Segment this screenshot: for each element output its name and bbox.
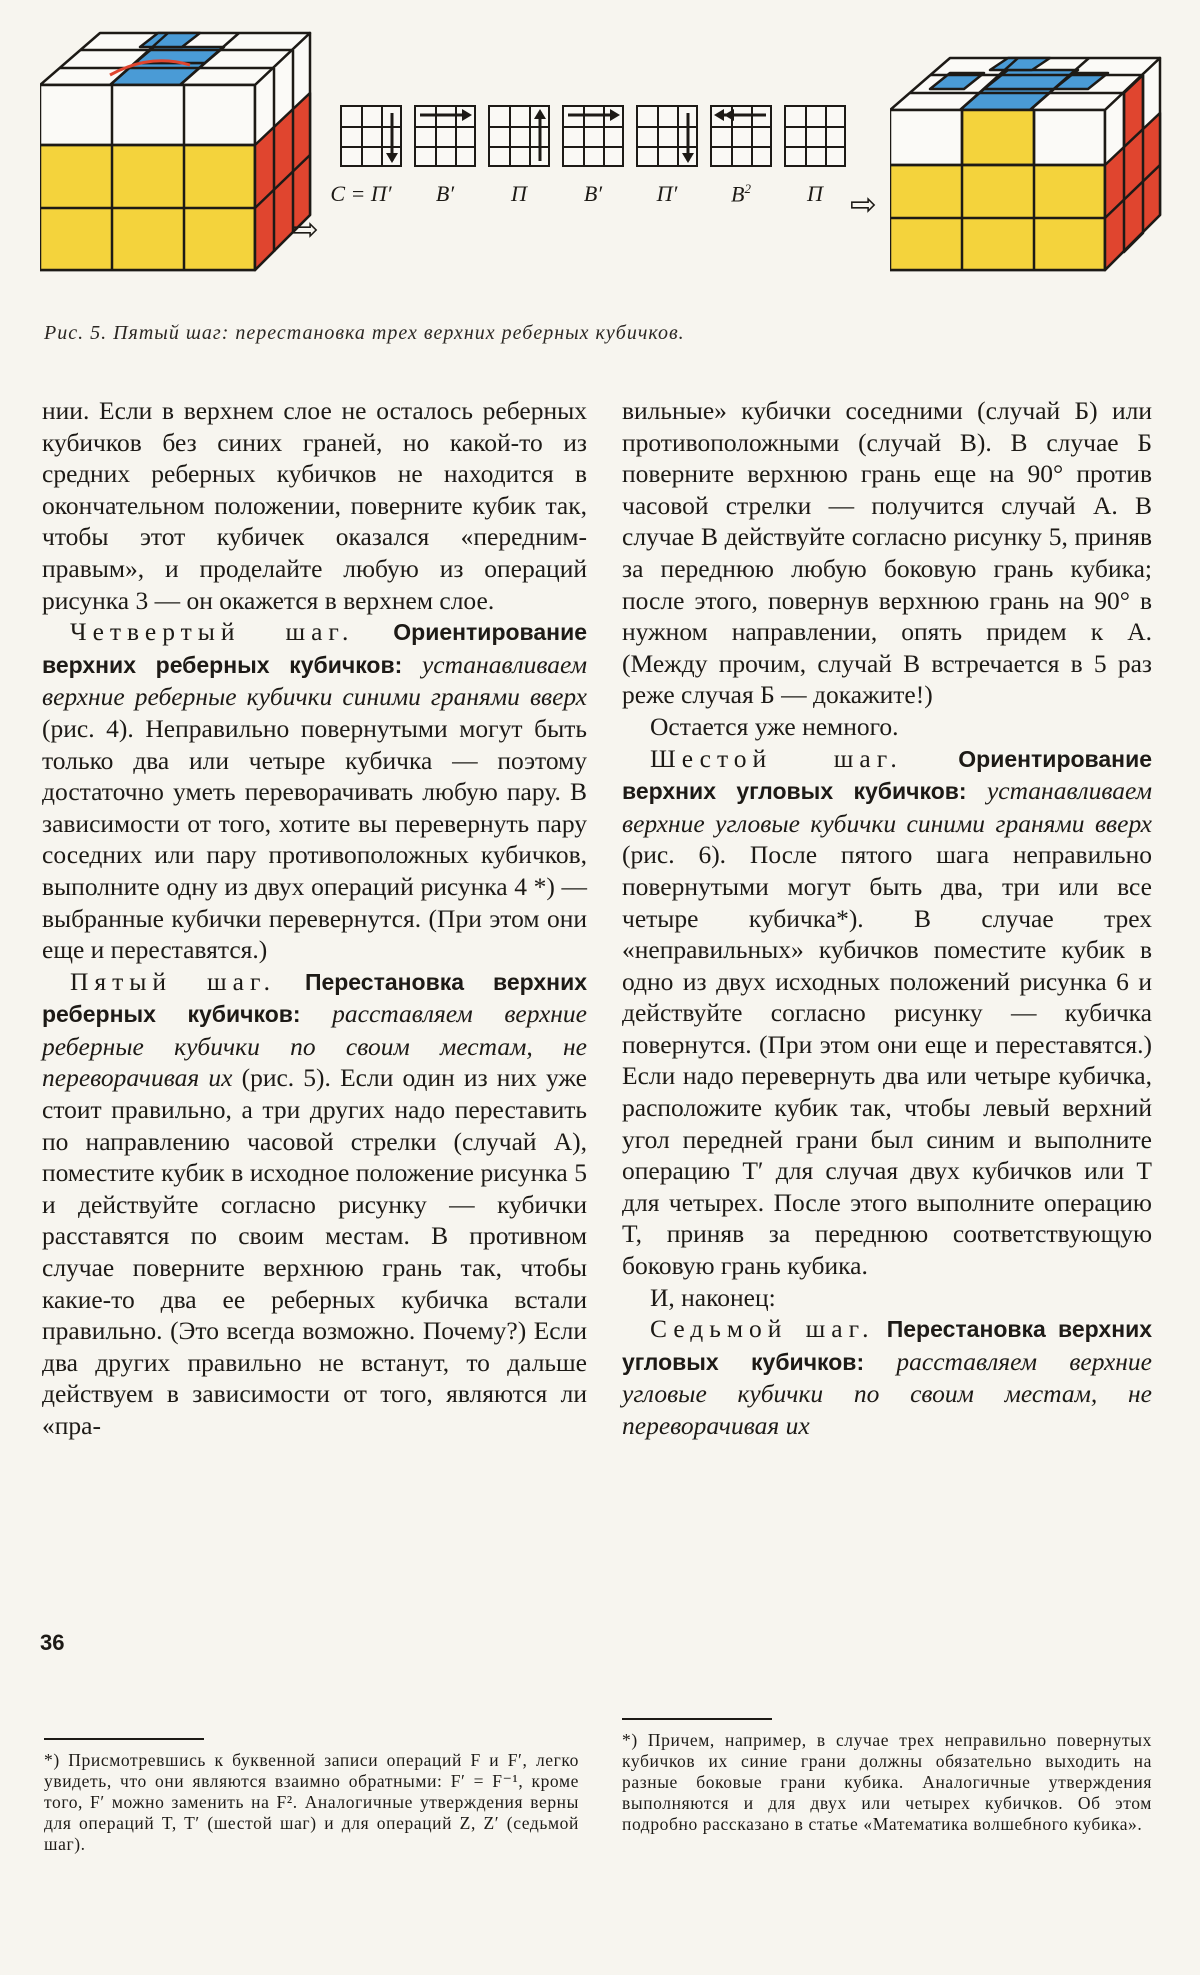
move-label-6-base: В — [731, 181, 745, 207]
step5-label: Пятый шаг. — [70, 966, 276, 996]
footnote-left: *) Присмотревшись к буквенной записи операций F и F′, легко увидеть, что они являются взаимно обратными: F′ = F⁻¹, кроме того, F′ можно заменить на F². Аналогичные утверждения верны для операций T, T′ (шестой шаг) и для операций Z, Z′ (седьмой шаг). — [44, 1750, 579, 1854]
step4-goal: устанавливаем верхние реберные кубички синими гранями вверх — [42, 649, 587, 712]
move-label-6 — [710, 181, 772, 207]
step4-title: Ориентирование верхних реберных кубичков: — [42, 619, 587, 678]
step4-label: Четвертый шаг. — [70, 617, 355, 647]
move-label-6-sup: 2 — [744, 181, 751, 196]
page-number: 36 — [40, 1630, 65, 1655]
cube-initial-state — [40, 25, 330, 275]
step7-title: Перестановка верхних угловых кубичков: — [622, 1316, 1153, 1375]
move-grid-4 — [562, 105, 624, 167]
figure-caption: Рис. 5. Пятый шаг: перестановка трех верхних реберных кубичков. — [44, 322, 685, 344]
left-paragraph-1: нии. Если в верхнем слое не осталось реберных кубичков без синих граней, но какой-то из средних реберных кубичков не находится в окончательном положении, поверните кубик так, чтобы этот кубичек оказался «передним-правым», и проделайте любую из операций рисунка 3 — он окажется в верхнем слое. — [42, 396, 587, 615]
move-label-7: П — [807, 181, 823, 206]
step6-title: Ориентирование верхних угловых кубичков: — [622, 745, 1152, 805]
left-column — [42, 395, 587, 1442]
left-paragraph-step4 — [42, 616, 587, 966]
move-grid-7 — [784, 105, 846, 167]
step5-text: (рис. 5). Если один из них уже стоит правильно, а три других надо переставить по направлению часовой стрелки (случай А), поместите кубик в исходное положение рисунка 5 и действуйте согласно рисунку — кубички расставятся по своим местам. В противном случае поверните верхнюю грань так, чтобы какие-то два ее реберных кубичка встали правильно. (Это всегда возможно. Почему?) Если два других правильно не встанут, то дальше действуем в зависимости от того, являются ли «пра- — [42, 1063, 588, 1440]
figure-5 — [0, 0, 1200, 310]
footnote-right: *) Причем, например, в случае трех неправильно повернутых кубичков их синие грани должны обязательно выходить на разные боковые грани кубика. Аналогичные утверждения выполняются и для двух или четырех кубичков. Об этом подробно рассказано в статье «Математика волшебного кубика». — [622, 1730, 1152, 1834]
cube-final-state — [890, 25, 1180, 275]
step5-goal: расставляем верхние реберные кубички по своим местам, не переворачивая их — [42, 999, 587, 1093]
right-paragraph-step7 — [622, 1313, 1152, 1441]
right-column — [622, 395, 1152, 1442]
right-paragraph-2: Остается уже немного. — [650, 711, 899, 741]
move-label-2: В′ — [435, 181, 455, 206]
step5-title: Перестановка верхних реберных кубичков: — [42, 968, 588, 1028]
step7-goal: расставляем верхние угловые кубички по своим местам, не переворачивая их — [622, 1346, 1152, 1440]
footnote-rule-left — [44, 1738, 204, 1740]
move-grid-1 — [340, 105, 402, 167]
move-label-1: С = П′ — [330, 181, 392, 206]
move-sequence — [320, 105, 860, 215]
move-grid-6 — [710, 105, 772, 167]
left-paragraph-step5 — [42, 966, 587, 1442]
step7-label: Седьмой шаг. — [650, 1314, 875, 1344]
step6-text: (рис. 6). После пятого шага неправильно повернутыми могут быть два, три или все четыре кубичка*). В случае трех «неправильных» кубичков поместите кубик в одно из двух исходных положений рисунка 6 и действуйте согласно рисунку — кубичка повернутся. (При этом они еще и переставятся.) Если надо перевернуть два или четыре кубичка, расположите кубик так, чтобы левый верхний угол передней грани был синим и выполните операцию T′ для случая двух кубичков или T для четырех. После этого выполните операцию T, приняв за переднюю соответствующую боковую грань кубика. — [622, 840, 1152, 1281]
step6-label: Шестой шаг. — [650, 743, 903, 773]
footnote-rule-right — [622, 1718, 772, 1720]
step4-text: (рис. 4). Неправильно повернутыми могут быть только два или четыре кубичка — поэтому достаточно уметь переворачивать любую пару. В зависимости от того, хотите вы перевернуть пару соседних или пару противоположных кубичков, выполните одну из двух операций рисунка 4 *) — выбранные кубички перевернутся. (При этом они еще и переставятся.) — [42, 713, 587, 965]
move-label-4: В′ — [583, 181, 603, 206]
right-paragraph-1: вильные» кубички соседними (случай Б) или противоположными (случай В). В случае Б поверните верхнюю грань еще на 90° против часовой стрелки — получится случай А. В случае В действуйте согласно рисунку 5, приняв за переднюю любую боковую грань кубика; после этого, повернув верхнюю грань на 90° в нужном направлении, опять придем к А. (Между прочим, случай В встречается в 5 раз реже случая Б — докажите!) — [622, 396, 1152, 710]
next-arrow-icon: ⇨ — [292, 210, 319, 248]
move-label-5: П′ — [656, 181, 678, 206]
right-paragraph-4: И, наконец: — [650, 1282, 776, 1312]
next-arrow-icon: ⇨ — [850, 185, 877, 223]
step6-goal: устанавливаем верхние угловые кубички синими гранями вверх — [622, 776, 1152, 838]
move-label-3: П — [511, 181, 527, 206]
move-grid-3 — [488, 105, 550, 167]
move-grid-2 — [414, 105, 476, 167]
move-grid-5 — [636, 105, 698, 167]
right-paragraph-step6 — [622, 743, 1152, 1282]
